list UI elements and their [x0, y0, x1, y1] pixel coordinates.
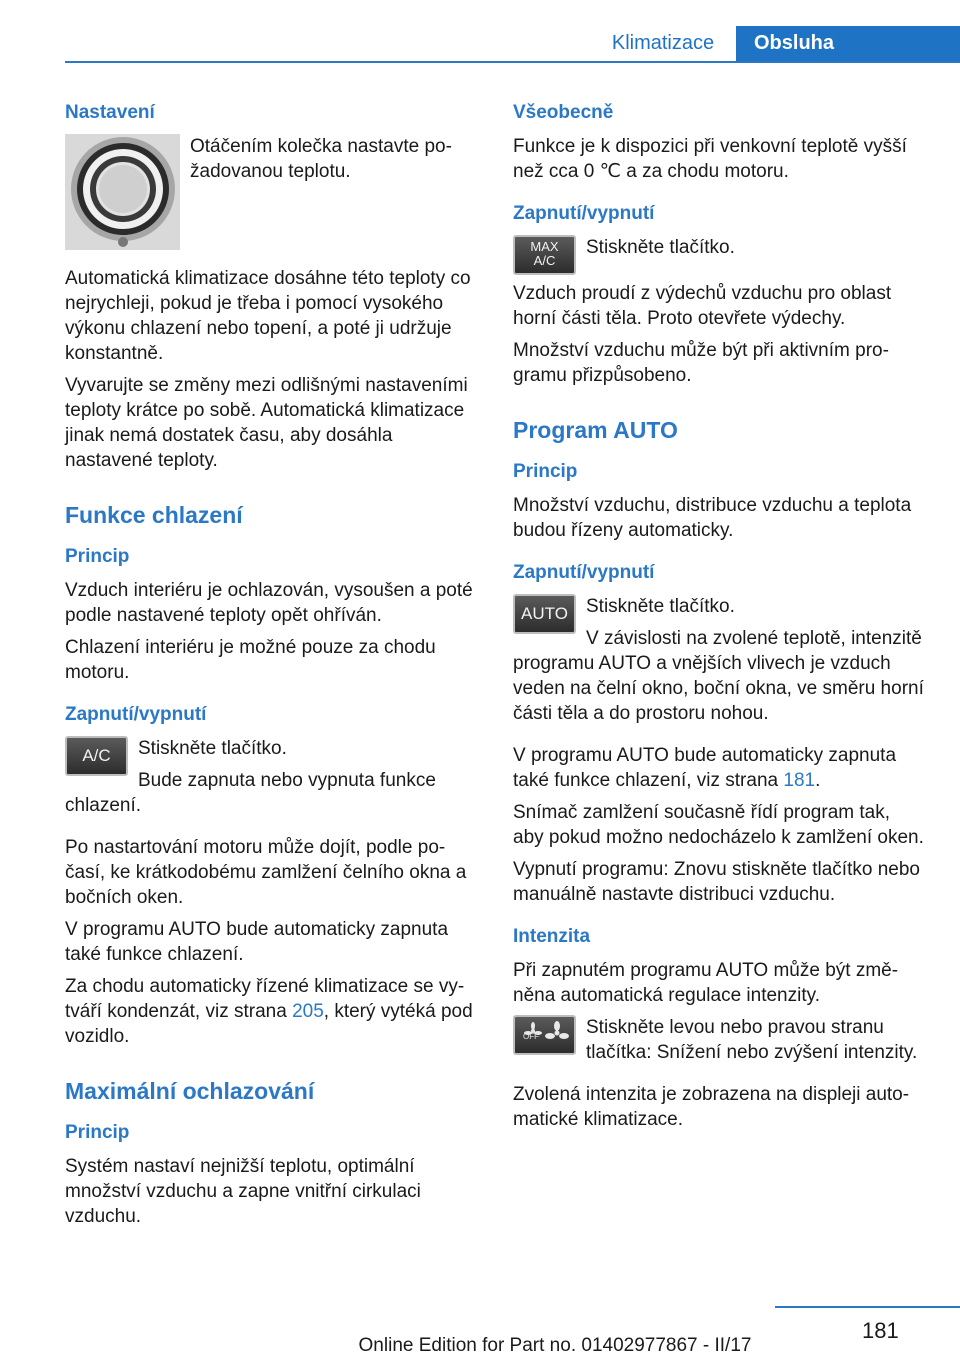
text-v-programu: V programu AUTO bude automaticky zapnuta také funkce chlazení. [65, 919, 449, 965]
text-kondenzat: Za chodu automaticky řízené klimatizace se vytváří kondenzát, viz strana 205, který vytéká pod vozidlo. [65, 976, 473, 1047]
text-stisknete-2: Stiskněte tlačítko. [586, 237, 735, 258]
text-stisknete-3: Stiskněte tlačítko. [586, 596, 735, 617]
heading-zapnuti-3: Zapnutí/vypnutí [513, 562, 655, 583]
text-vzduch-proudi: Vzduch proudí z výdechů vzduchu pro oblast horní části těla. Proto otevřete výdechy. [513, 283, 892, 329]
text-vypnuti: Vypnutí programu: Znovu stiskněte tlačítko nebo manuálně nastavte distribuci vzduchu. [513, 859, 920, 905]
text-princip-1b: Chlazení interiéru je možné pouze za chodu motoru. [65, 637, 436, 683]
text-po-nastartovani: Po nastartování motoru může dojít, podle počasí, ke krátkodobému zamlžení čelního okna a bočních oken. [65, 837, 467, 908]
text-intenzita: Při zapnutém programu AUTO může být změněna automatická regulace intenzity. [513, 960, 899, 1006]
heading-vseobecne: Všeobecně [513, 102, 614, 123]
text-snimac: Snímač zamlžení současně řídí program tak, aby pokud možno nedocházelo k zamlžení oken. [513, 802, 924, 848]
right-column [513, 100, 925, 1139]
heading-nastaveni: Nastavení [65, 102, 155, 123]
heading-program-auto: Program AUTO [513, 417, 678, 443]
max-label: MAX [530, 239, 559, 254]
text-princip-2: Systém nastaví nejnižší teplotu, optimální množství vzduchu a zapne vnitřní cirkulaci vzduchu. [65, 1156, 421, 1227]
fan-button-image [513, 1015, 576, 1055]
text-mnozstvi: Množství vzduchu může být při aktivním programu přizpůsobeno. [513, 340, 889, 386]
heading-princip-2: Princip [65, 1122, 130, 1143]
text-nastaveni: Otáčením kolečka nastavte požadovanou teplotu. [190, 136, 452, 182]
footer-edition: Online Edition for Part no. 01402977867 - II/17 [358, 1335, 752, 1356]
header-section: Klimatizace [611, 32, 715, 54]
max-ac-button-image [513, 235, 576, 275]
dial-icon [65, 134, 180, 250]
off-label: OFF [523, 1032, 539, 1041]
text-v-programu-2: V programu AUTO bude automaticky zapnuta také funkce chlazení, viz strana 181. [513, 745, 897, 791]
text-bude: Bude zapnuta nebo vypnuta funkce chlazení. [65, 770, 436, 816]
text-princip-3: Množství vzduchu, distribuce vzduchu a teplota budou řízeny automaticky. [513, 495, 912, 541]
heading-zapnuti-2: Zapnutí/vypnutí [513, 203, 655, 224]
ac-button-image: A/C [65, 736, 128, 776]
auto-button-image: AUTO [513, 594, 576, 634]
text-v-zavislosti: V závislosti na zvolené teplotě, intenzitě programu AUTO a vnějších vlivech je vzduch veden na čelní okno, boční okna, ve směru horní části těla a do prostoru nohou. [513, 628, 924, 724]
footer-rule [775, 1306, 960, 1308]
page-number: 181 [862, 1318, 899, 1343]
max-ac-label: A/C [533, 253, 556, 268]
text-auto-1: Automatická klimatizace dosáhne této teploty co nejrychleji, pokud je třeba i pomocí vysokého výkonu chlazení nebo topení, a poté ji udržuje konstantně. [65, 268, 471, 364]
text-princip-1a: Vzduch interiéru je ochlazován, vysoušen a poté podle nastavené teploty opět ohříván. [65, 580, 473, 626]
temperature-dial-image [65, 134, 180, 250]
text-stisknete-1: Stiskněte tlačítko. [138, 738, 287, 759]
text-stisknete-levou: Stiskněte levou nebo pravou stranu tlačítka: Snížení nebo zvýšení intenzity. [586, 1017, 918, 1063]
heading-princip-3: Princip [513, 461, 578, 482]
heading-zapnuti-1: Zapnutí/vypnutí [65, 704, 207, 725]
heading-max-ochlazovani: Maximální ochlazování [65, 1078, 315, 1104]
heading-intenzita: Intenzita [513, 926, 591, 947]
page-link-205[interactable]: 205 [292, 1001, 324, 1022]
page-link-181[interactable]: 181 [783, 770, 816, 791]
header-rule [65, 61, 960, 63]
text-auto-2: Vyvarujte se změny mezi odlišnými nastaveními teploty krátce po sobě. Automatická klimatizace jinak nemá dostatek času, aby dosáhla nastavené teploty. [65, 375, 468, 471]
text-vseobecne: Funkce je k dispozici při venkovní teplotě vyšší než cca 0 ℃ a za chodu motoru. [513, 136, 907, 182]
header-chapter-tab: Obsluha [736, 26, 960, 61]
left-column [65, 100, 477, 1236]
heading-funkce-chlazeni: Funkce chlazení [65, 502, 243, 528]
text-zvolena: Zvolená intenzita je zobrazena na displeji automatické klimatizace. [513, 1084, 910, 1130]
heading-princip-1: Princip [65, 546, 130, 567]
